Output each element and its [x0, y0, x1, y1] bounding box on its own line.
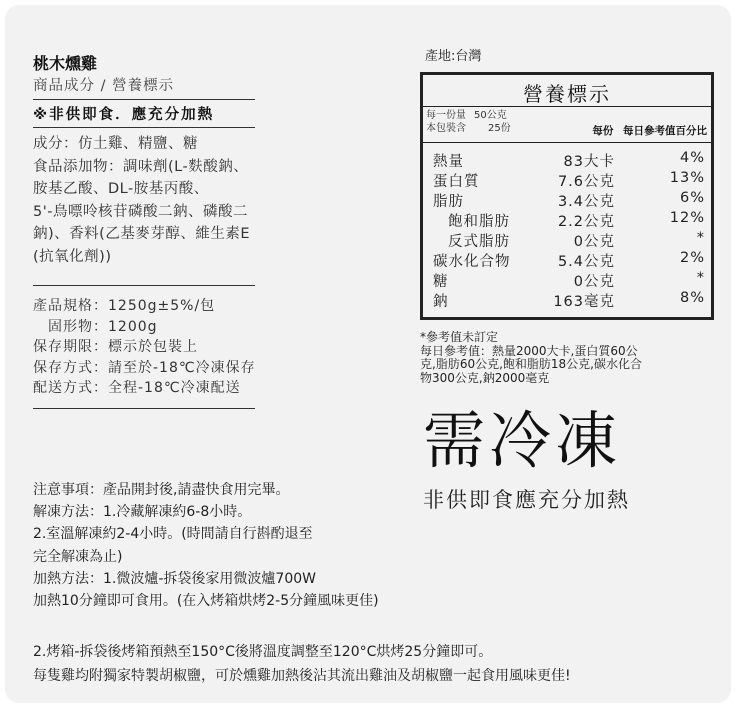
spec-line: 產品規格：1250g±5%/包	[33, 298, 216, 314]
divider	[33, 285, 255, 286]
nutrient-amount: 2.2公克	[557, 214, 615, 230]
divider	[33, 408, 255, 409]
note-line: 解凍方法：1.冷藏解凍約6-8小時。	[33, 504, 252, 521]
nutrient-pct: 2%	[679, 250, 705, 266]
nutrition-row-fat	[423, 190, 711, 210]
origin-label: 產地:台灣	[425, 49, 482, 64]
nutrient-pct: 6%	[679, 190, 705, 206]
nutrient-pct: 13%	[669, 170, 705, 186]
note-line: 注意事項：產品開封後,請盡快食用完畢。	[33, 482, 290, 498]
note-line: 加熱10分鐘即可食用。(在入烤箱烘烤2-5分鐘風味更佳)	[33, 593, 379, 610]
nutrition-title: 營養標示	[523, 82, 611, 106]
ingredients-block	[33, 133, 250, 268]
oven-notes-block	[33, 640, 571, 688]
nutrient-name: 蛋白質	[433, 174, 480, 190]
col-daily-pct: 每日參考值百分比	[623, 125, 707, 137]
divider	[33, 127, 255, 128]
nutrient-name: 反式脂肪	[448, 234, 510, 250]
nutrient-amount: 3.4公克	[557, 194, 615, 210]
ingredient-line: 胺基乙酸、DL-胺基丙酸、	[33, 181, 209, 197]
col-per-serving: 每份	[592, 125, 614, 137]
note-line: 完全解凍為止)	[33, 548, 123, 565]
nutrient-amount: 83大卡	[563, 154, 615, 170]
notes-block	[33, 479, 379, 612]
ingredient-line: 成分：仿土雞、精鹽、糖	[33, 136, 198, 152]
reference-line: 物300公克,鈉2000毫克	[420, 371, 550, 386]
nutrient-name: 鈉	[433, 294, 449, 310]
keep-frozen-heading: 需冷凍	[423, 404, 622, 477]
reference-line: *參考值未訂定	[420, 330, 499, 344]
nutrition-row-calories	[423, 150, 711, 170]
ingredient-line: 5'-鳥嘌呤核苷磷酸二鈉、磷酸二	[33, 203, 248, 220]
product-title: 桃木燻雞	[33, 54, 98, 73]
nutrient-amount: 7.6公克	[557, 174, 615, 190]
divider	[33, 99, 255, 100]
nutrient-pct: 12%	[669, 210, 705, 226]
serving-size-value: 50公克	[474, 110, 507, 121]
nutrition-row-protein	[423, 170, 711, 190]
nutrient-name: 飽和脂肪	[448, 214, 510, 230]
note-line: 2.烤箱-拆袋後烤箱預熱至150°C後將溫度調整至120°C烘烤25分鐘即可。	[33, 644, 493, 660]
nutrient-amount: 163毫克	[553, 294, 615, 310]
nutrition-row-trans-fat	[423, 230, 711, 250]
servings-value: 25份	[488, 123, 511, 134]
not-ready-warning: ※非供即食．應充分加熱	[33, 107, 215, 123]
nutrient-pct: 4%	[679, 150, 705, 166]
nutrient-name: 熱量	[433, 154, 464, 170]
nutrition-row-sugar	[423, 270, 711, 290]
reference-line: 克,脂肪60公克,飽和脂肪18公克,碳水化合	[420, 357, 642, 372]
ingredient-line: 食品添加物：調味劑(L-麩酸鈉、	[33, 158, 249, 175]
nutrition-divider	[423, 106, 711, 107]
nutrient-name: 脂肪	[433, 194, 464, 210]
section-subtitle: 商品成分 / 營養標示	[33, 78, 175, 94]
reference-line: 每日參考值：熱量2000大卡,蛋白質60公	[420, 343, 638, 358]
nutrient-amount: 0公克	[573, 234, 615, 250]
servings-label: 本包裝含	[426, 123, 466, 134]
nutrient-pct: *	[696, 230, 705, 246]
spec-line: 保存期限：標示於包裝上	[33, 339, 198, 355]
nutrition-row-sodium	[423, 290, 711, 310]
ingredient-line: (抗氧化劑))	[33, 248, 112, 265]
nutrition-facts-table	[420, 72, 714, 320]
note-line: 加熱方法：1.微波爐-拆袋後家用微波爐700W	[33, 570, 316, 587]
nutrient-amount: 5.4公克	[557, 254, 615, 270]
reference-note	[420, 331, 642, 386]
spec-line: 保存方式：請至於-18℃冷凍保存	[33, 359, 256, 376]
nutrition-row-carbohydrate	[423, 250, 711, 270]
nutrition-divider	[423, 142, 711, 143]
note-line: 每隻雞均附獨家特製胡椒鹽，可於燻雞加熱後沾其流出雞油及胡椒鹽一起食用風味更佳!	[33, 668, 571, 684]
nutrition-column-header	[592, 123, 707, 138]
ingredient-line: 鈉)、香料(乙基麥芽醇、維生素E	[33, 226, 250, 242]
nutrient-pct: 8%	[679, 290, 705, 306]
spec-block	[33, 296, 256, 399]
spec-line: 固形物：1200g	[33, 318, 158, 335]
nutrient-amount: 0公克	[573, 274, 615, 290]
note-line: 2.室溫解凍約2-4小時。(時間請自行斟酌退至	[33, 526, 313, 543]
serving-info	[426, 109, 511, 135]
nutrient-name: 糖	[433, 274, 449, 290]
nutrient-pct: *	[696, 270, 705, 286]
nutrient-name: 碳水化合物	[433, 254, 511, 270]
cook-before-eating-text: 非供即食應充分加熱	[423, 488, 630, 512]
serving-size-label: 每一份量	[426, 110, 466, 121]
nutrition-row-saturated-fat	[423, 210, 711, 230]
spec-line: 配送方式：全程-18℃冷凍配送	[33, 380, 241, 396]
